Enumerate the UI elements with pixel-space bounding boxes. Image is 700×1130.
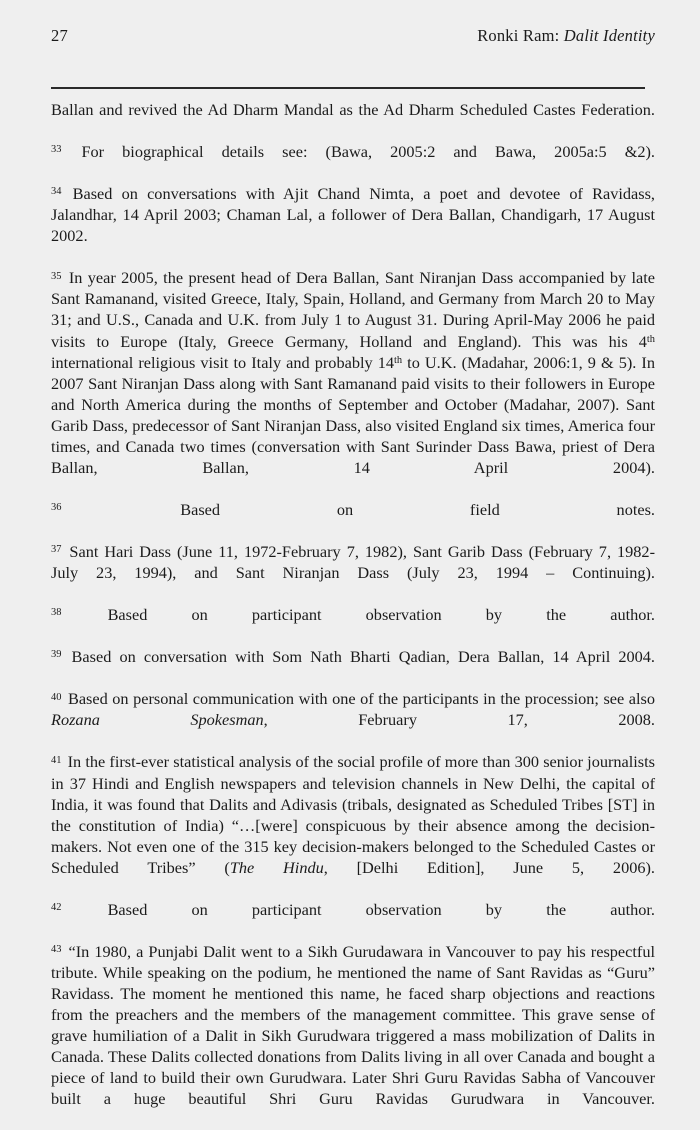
- italic-title: The Hindu: [229, 857, 324, 877]
- italic-title: Rozana Spokesman: [51, 710, 264, 730]
- note-35: $^{35}$ In year 2005, the present head of Dera Ballan, Sant Niranjan Dass accompanied by late Sant Ramanand, visited Greece, Italy, Spain, Holland, and Germany from March 20 to May 31; and U.S., Canada and U.K. from July 1 to August 31. During April-May 2006 he paid visits to Europe (Italy, Greece Germany, Holland and England). This was his 4th international religious visit to Italy and probably 14th to U.K. (Madahar, 2006:1, 9 & 5). In 2007 Sant Niranjan Dass along with Sant Ramanand paid visits to their followers in Europe and North America during the months of September and October (Madahar, 2007). Sant Garib Dass, predecessor of Sant Niranjan Dass, also visited England six times, America four times, and Canada two times (conversation with Sant Surinder Dass Bawa, priest of Dera Ballan, Ballan, 14 April 2004).: [51, 268, 655, 477]
- running-head-work-title: Dalit Identity: [563, 26, 655, 45]
- running-head: [51, 26, 655, 46]
- footnote-marker: 33: [51, 144, 62, 156]
- note-38: $^{38}$ Based on participant observation by the author.: [51, 605, 655, 625]
- footnote-marker: 35: [51, 270, 62, 282]
- footnote-marker: 37: [51, 544, 62, 556]
- note-40: $^{40}$ Based on personal communication with one of the participants in the procession; see also Rozana Spokesman, February 17, 2008.: [51, 689, 655, 730]
- note-continuation: Ballan and revived the Ad Dharm Mandal as the Ad Dharm Scheduled Castes Federation.: [51, 100, 655, 119]
- footnote-marker: 43: [51, 944, 62, 956]
- note-43: $^{43}$ “In 1980, a Punjabi Dalit went to a Sikh Gurudawara in Vancouver to pay his respectful tribute. While speaking on the podium, he mentioned the name of Sant Ravidas as “Guru” Ravidass. The moment he mentioned this name, he faced sharp objections and reactions from the preachers and the members of the management committee. This grave sense of grave humiliation of a Dalit in Sikh Gurudwara triggered a mass mobilization of Dalits in Canada. These Dalits collected donations from Dalits living in all over Canada and bought a piece of land to build their own Gurudwara. Later Shri Guru Ravidas Sabha of Vancouver built a huge beautiful Shri Guru Ravidas Gurudwara in Vancouver.: [51, 941, 655, 1109]
- footnote-marker: 39: [51, 649, 62, 661]
- note-33: $^{33}$ For biographical details see: (Bawa, 2005:2 and Bawa, 2005a:5 &2).: [51, 142, 655, 162]
- note-34: $^{34}$ Based on conversations with Ajit Chand Nimta, a poet and devotee of Ravidass, Jalandhar, 14 April 2003; Chaman Lal, a follower of Dera Ballan, Chandigarh, 17 August 2002.: [51, 184, 655, 246]
- note-41: $^{41}$ In the first-ever statistical analysis of the social profile of more than 300 senior journalists in 37 Hindi and English newspapers and television channels in New Delhi, the capital of India, it was found that Dalits and Adivasis (tribals, designated as Scheduled Tribes [ST] in the constitution of India) “…[were] conspicuous by their absence among the decision-makers. Not even one of the 315 key decision-makers belonged to the Scheduled Castes or Scheduled Tribes” (The Hindu, [Delhi Edition], June 5, 2006).: [51, 752, 656, 877]
- footnote-marker: 41: [51, 754, 62, 766]
- footnote-marker: 40: [51, 691, 62, 703]
- ordinal-suffix: th: [646, 333, 655, 345]
- ordinal-suffix: th: [393, 354, 403, 366]
- footnote-marker: 42: [51, 901, 62, 913]
- footnote-marker: 36: [51, 502, 62, 514]
- note-36: $^{36}$ Based on field notes.: [51, 499, 655, 519]
- footnote-marker: 38: [51, 607, 62, 619]
- running-head-author: Ronki Ram:: [477, 26, 564, 45]
- note-37: $^{37}$ Sant Hari Dass (June 11, 1972-February 7, 1982), Sant Garib Dass (February 7, 1982-July 23, 1994), and Sant Niranjan Dass (July 23, 1994 – Continuing).: [51, 541, 655, 583]
- footnote-marker: 34: [51, 186, 62, 198]
- running-head-title: [477, 26, 655, 46]
- footnote-separator-rule: [51, 87, 645, 89]
- note-42: $^{42}$ Based on participant observation by the author.: [51, 899, 655, 919]
- page-number: 27: [51, 26, 68, 45]
- note-39: $^{39}$ Based on conversation with Som Nath Bharti Qadian, Dera Ballan, 14 April 2004.: [51, 647, 656, 667]
- footnotes-block: [51, 99, 655, 1130]
